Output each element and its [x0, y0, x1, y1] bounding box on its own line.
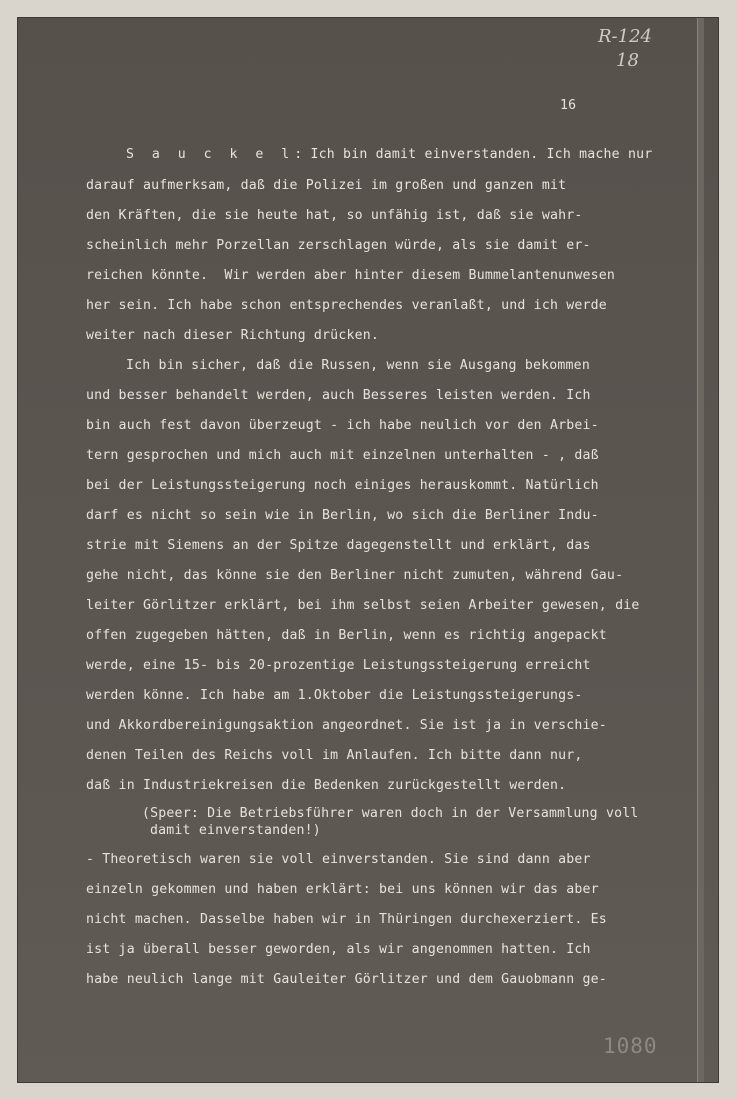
text-line: und Akkordbereinigungsaktion angeordnet. Sie ist ja in verschie-: [86, 718, 607, 733]
text-line: weiter nach dieser Richtung drücken.: [86, 328, 380, 343]
interjection-line: damit einverstanden!): [150, 823, 321, 838]
text-line: werden könne. Ich habe am 1.Oktober die Leistungssteigerungs-: [86, 688, 583, 703]
text-line: nicht machen. Dasselbe haben wir in Thüringen durchexerziert. Es: [86, 912, 607, 927]
text-line-speaker: [126, 147, 652, 163]
text-line: werde, eine 15- bis 20-prozentige Leistungssteigerung erreicht: [86, 658, 591, 673]
text-line: strie mit Siemens an der Spitze dagegenstellt und erklärt, das: [86, 538, 591, 553]
page-number: 16: [560, 98, 577, 113]
text-line: reichen könnte. Wir werden aber hinter diesem Bummelantenunwesen: [86, 268, 616, 283]
text-line: einzeln gekommen und haben erklärt: bei uns können wir das aber: [86, 882, 599, 897]
text-line: - Theoretisch waren sie voll einverstanden. Sie sind dann aber: [86, 852, 591, 867]
archive-stamp-number: 1080: [603, 1034, 658, 1058]
interjection-line: (Speer: Die Betriebsführer waren doch in der Versammlung voll: [142, 806, 639, 821]
speaker-statement: : Ich bin damit einverstanden. Ich mache nur: [294, 147, 653, 162]
text-line: ist ja überall besser geworden, als wir angenommen hatten. Ich: [86, 942, 591, 957]
paper-edge-strip: [697, 18, 704, 1082]
text-line: und besser behandelt werden, auch Besseres leisten werden. Ich: [86, 388, 591, 403]
text-line: gehe nicht, das könne sie den Berliner nicht zumuten, während Gau-: [86, 568, 624, 583]
text-line: darauf aufmerksam, daß die Polizei im großen und ganzen mit: [86, 178, 567, 193]
text-line: habe neulich lange mit Gauleiter Görlitzer und dem Gauobmann ge-: [86, 972, 607, 987]
text-line: darf es nicht so sein wie in Berlin, wo sich die Berliner Indu-: [86, 508, 599, 523]
text-line: daß in Industriekreisen die Bedenken zurückgestellt werden.: [86, 778, 567, 793]
archive-note-sub: 18: [616, 50, 639, 71]
text-line: leiter Görlitzer erklärt, bei ihm selbst seien Arbeiter gewesen, die: [86, 598, 640, 613]
archive-note: R-124: [598, 26, 652, 47]
text-line: offen zugegeben hätten, daß in Berlin, wenn es richtig angepackt: [86, 628, 607, 643]
text-line: tern gesprochen und mich auch mit einzelnen unterhalten - , daß: [86, 448, 599, 463]
text-line: bin auch fest davon überzeugt - ich habe neulich vor den Arbei-: [86, 418, 599, 433]
text-line: bei der Leistungssteigerung noch einiges herauskommt. Natürlich: [86, 478, 599, 493]
text-line: Ich bin sicher, daß die Russen, wenn sie Ausgang bekommen: [126, 358, 590, 373]
text-line: denen Teilen des Reichs voll im Anlaufen. Ich bitte dann nur,: [86, 748, 583, 763]
text-line: her sein. Ich habe schon entsprechendes veranlaßt, und ich werde: [86, 298, 607, 313]
text-line: den Kräften, die sie heute hat, so unfähig ist, daß sie wahr-: [86, 208, 583, 223]
text-line: scheinlich mehr Porzellan zerschlagen würde, als sie damit er-: [86, 238, 591, 253]
speaker-name: S a u c k e l: [126, 147, 295, 162]
